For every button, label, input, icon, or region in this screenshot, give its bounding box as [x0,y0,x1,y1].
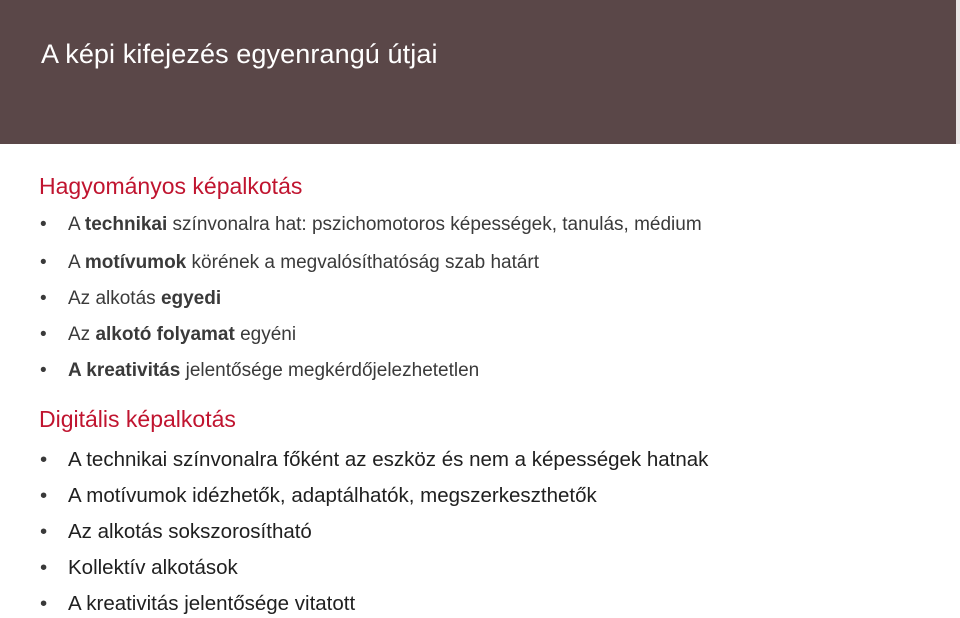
bullet-icon: • [40,288,47,309]
section-heading-traditional: Hagyományos képalkotás [39,173,303,199]
bullet-icon: • [40,484,48,507]
bullet-icon: • [40,520,48,543]
bullet-icon: • [40,556,48,579]
bold-term: A kreativitás [68,360,181,381]
bullet-icon: • [40,592,48,615]
bold-term: motívumok [84,252,187,273]
bold-term: technikai [84,214,168,235]
bold-term: egyedi [160,288,222,309]
section-heading-digital: Digitális képalkotás [39,406,236,432]
slide-title: A képi kifejezés egyenrangú útjai [41,39,438,69]
title-bar [0,0,960,144]
bullet-icon: • [40,448,48,471]
bullet-icon: • [40,252,47,273]
bold-term: alkotó folyamat [95,324,235,345]
bullet-icon: • [40,324,47,345]
bullet-icon: • [40,360,47,381]
bullet-icon: • [40,214,47,235]
